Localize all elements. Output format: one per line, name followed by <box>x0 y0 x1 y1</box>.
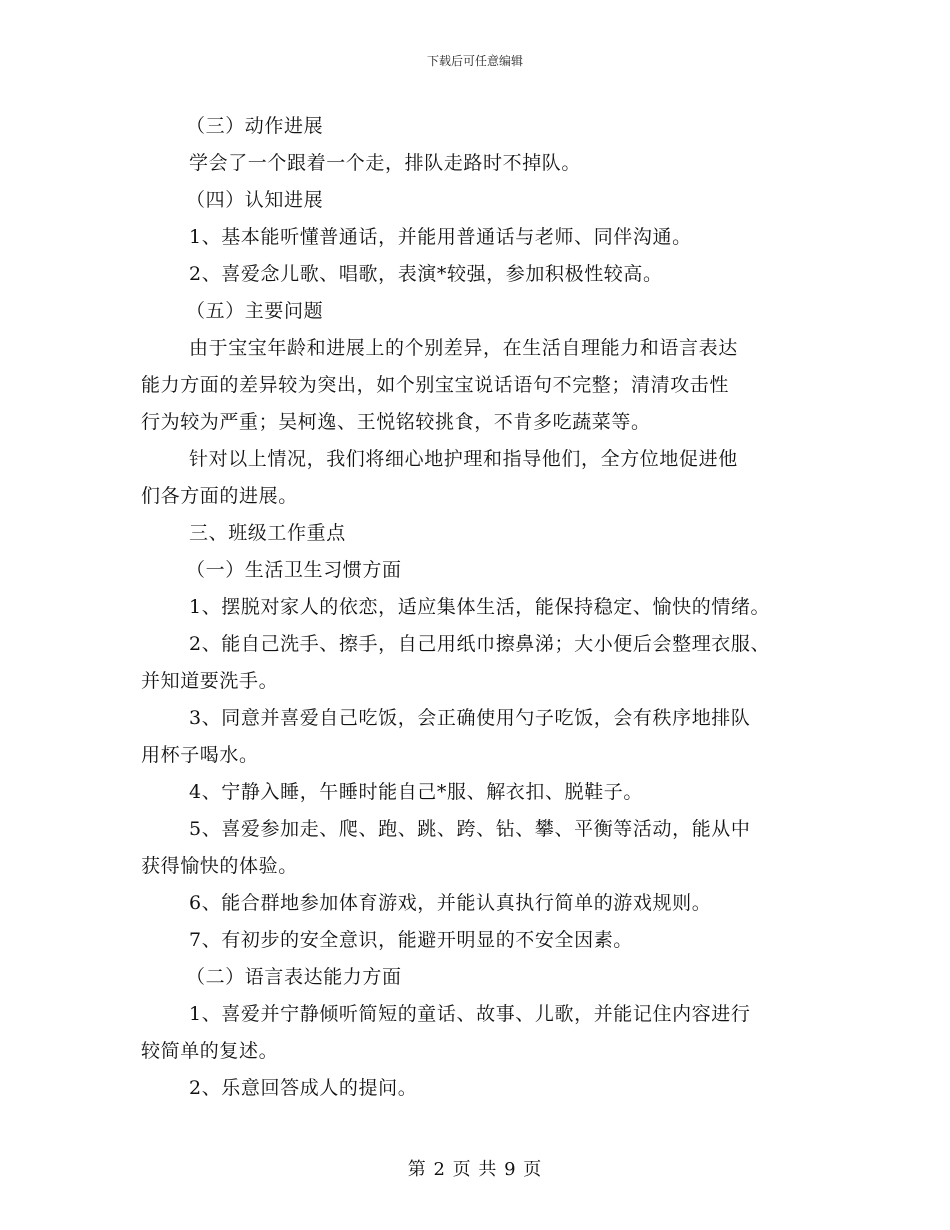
paragraph-line: 6、能合群地参加体育游戏，并能认真执行简单的游戏规则。 <box>189 892 712 914</box>
heading-main-issues: （五）主要问题 <box>186 300 324 322</box>
paragraph-line: 由于宝宝年龄和进展上的个别差异，在生活自理能力和语言表达 <box>189 337 738 359</box>
paragraph-line: 学会了一个跟着一个走，排队走路时不掉队。 <box>189 152 582 174</box>
paragraph-line: 1、摆脱对家人的依恋，适应集体生活，能保持稳定、愉快的情绪。 <box>189 596 771 618</box>
paragraph-line: 用杯子喝水。 <box>141 744 259 766</box>
paragraph-line: 并知道要洗手。 <box>141 670 279 692</box>
heading-hygiene-habits: （一）生活卫生习惯方面 <box>186 559 402 581</box>
paragraph-line: 7、有初步的安全意识，能避开明显的不安全因素。 <box>189 929 633 951</box>
paragraph-line: 2、乐意回答成人的提问。 <box>189 1077 418 1099</box>
page-number-footer: 第 2 页 共 9 页 <box>407 1159 543 1180</box>
paragraph-line: 行为较为严重；吴柯逸、王悦铭较挑食，不肯多吃蔬菜等。 <box>141 411 651 433</box>
paragraph-line: 4、宁静入睡，午睡时能自己*服、解衣扣、脱鞋子。 <box>189 781 643 803</box>
paragraph-line: 2、喜爱念儿歌、唱歌，表演*较强，参加积极性较高。 <box>189 263 663 285</box>
paragraph-line: 1、喜爱并宁静倾听简短的童话、故事、儿歌，并能记住内容进行 <box>189 1003 751 1025</box>
paragraph-line: 获得愉快的体验。 <box>141 855 298 877</box>
paragraph-line: 能力方面的差异较为突出，如个别宝宝说话语句不完整；清清攻击性 <box>141 374 730 396</box>
paragraph-line: 针对以上情况，我们将细心地护理和指导他们，全方位地促进他 <box>189 448 738 470</box>
paragraph-line: 1、基本能听懂普通话，并能用普通话与老师、同伴沟通。 <box>189 226 692 248</box>
paragraph-line: 们各方面的进展。 <box>141 485 298 507</box>
heading-cognitive-development: （四）认知进展 <box>186 189 324 211</box>
paragraph-line: 2、能自己洗手、擦手，自己用纸巾擦鼻涕；大小便后会整理衣服、 <box>189 633 771 655</box>
paragraph-line: 3、同意并喜爱自己吃饭，会正确使用勺子吃饭，会有秩序地排队 <box>189 707 751 729</box>
paragraph-line: 较简单的复述。 <box>141 1040 279 1062</box>
page-header: 下载后可任意编辑 <box>426 54 523 68</box>
heading-language-expression: （二）语言表达能力方面 <box>186 966 402 988</box>
heading-motor-development: （三）动作进展 <box>186 115 324 137</box>
paragraph-line: 5、喜爱参加走、爬、跑、跳、跨、钻、攀、平衡等活动，能从中 <box>189 818 751 840</box>
heading-class-work-focus: 三、班级工作重点 <box>189 522 346 544</box>
